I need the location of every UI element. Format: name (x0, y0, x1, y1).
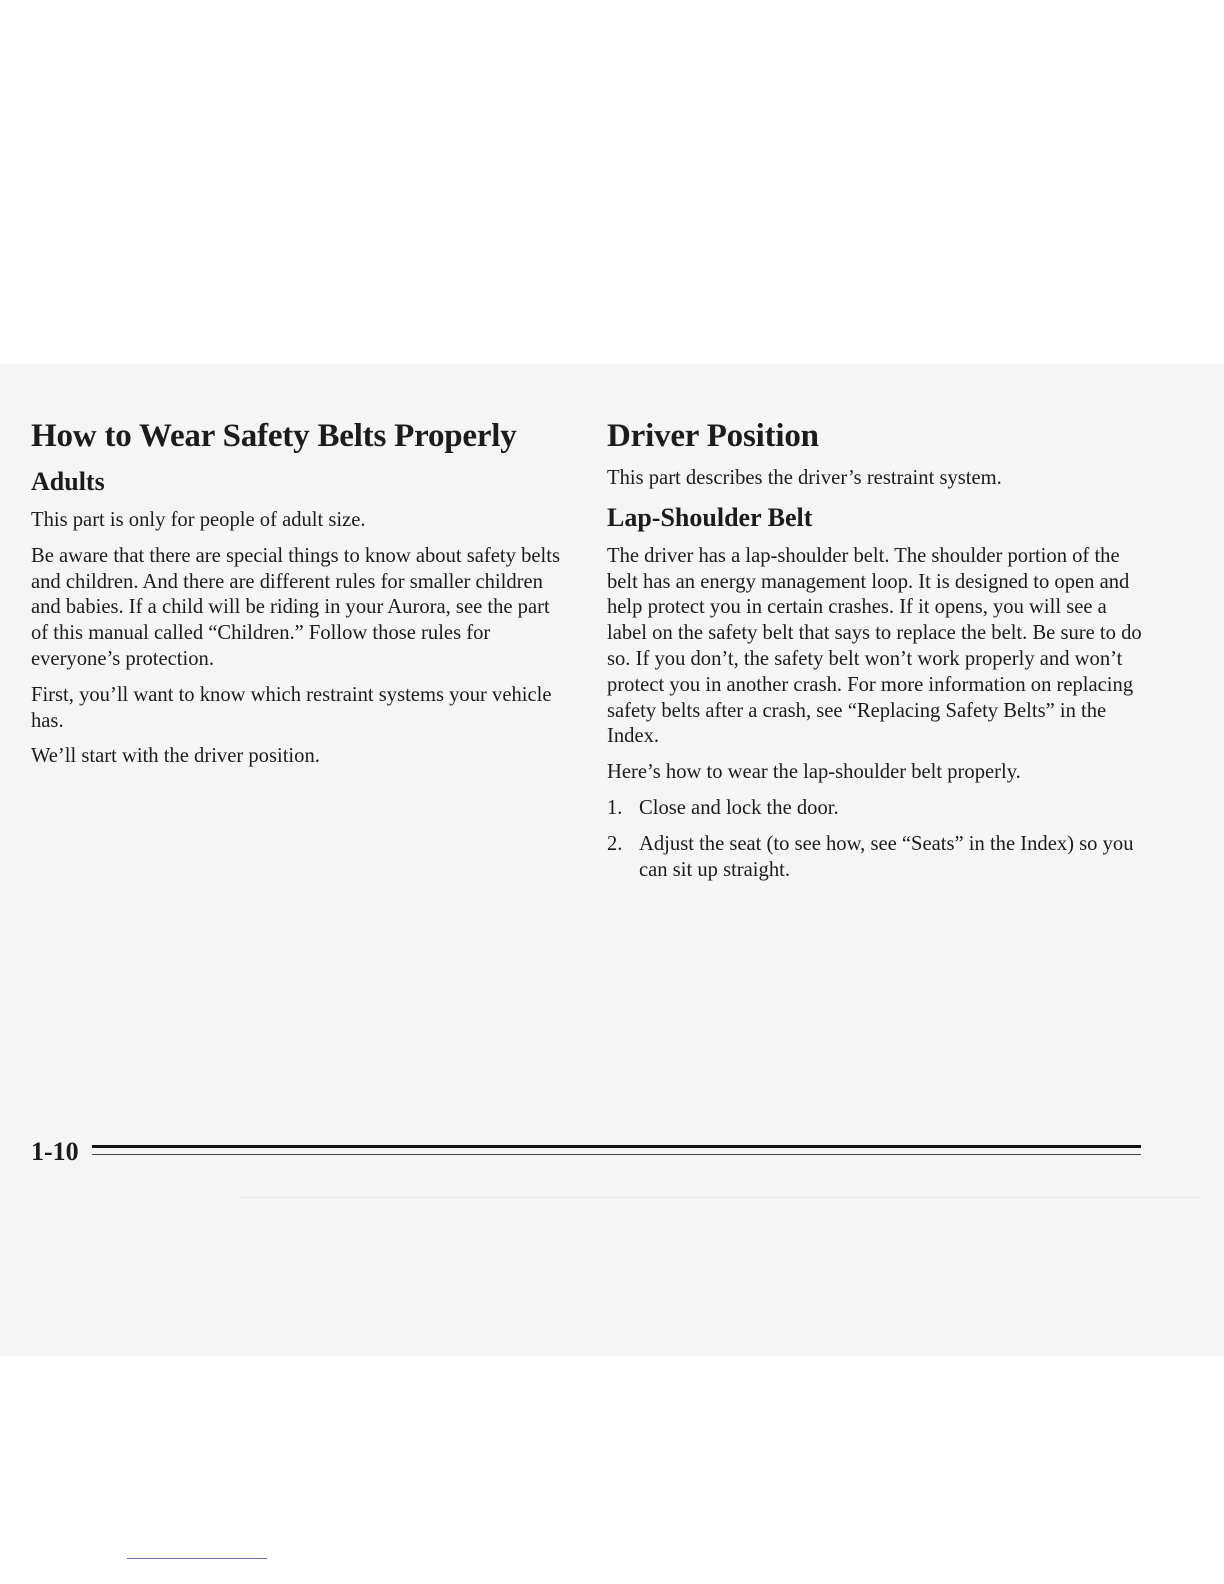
list-item (607, 796, 1147, 822)
paragraph: This part is only for people of adult size. (31, 509, 366, 531)
step-number: 2. (607, 832, 623, 855)
paragraph: Here’s how to wear the lap-shoulder belt properly. (607, 761, 1021, 784)
step-text: Adjust the seat (to see how, see “Seats” in the Index) so you can sit up straight. (639, 832, 1134, 881)
intro-paragraph: This part describes the driver’s restraint system. (607, 467, 1002, 489)
list-item (607, 832, 1147, 884)
bottom-link-underline[interactable] (127, 1558, 267, 1559)
step-text: Close and lock the door. (639, 796, 839, 819)
scan-line (240, 1197, 1200, 1198)
paragraph: First, you’ll want to know which restraint systems your vehicle has. (31, 683, 552, 732)
footer-rule-thin (92, 1154, 1141, 1155)
left-column (31, 416, 561, 780)
paragraph: Be aware that there are special things to know about safety belts and children. And there are different rules for smaller children and babies. If a child will be riding in your Aurora, see the part of this manual called “Children.” Follow those rules for everyone’s protection. (31, 544, 560, 670)
right-column (607, 416, 1147, 893)
section-title: How to Wear Safety Belts Properly (31, 418, 517, 454)
steps-list (607, 796, 1147, 883)
subsection-title-lap-shoulder-belt: Lap-Shoulder Belt (607, 502, 813, 532)
step-number: 1. (607, 796, 623, 819)
footer-rule-thick (92, 1145, 1141, 1148)
subsection-title-adults: Adults (31, 467, 105, 496)
page-number: 1-10 (31, 1137, 79, 1166)
page-footer (31, 1134, 1141, 1174)
paragraph: We’ll start with the driver position. (31, 745, 320, 768)
section-title-driver-position: Driver Position (607, 418, 819, 454)
paragraph: The driver has a lap-shoulder belt. The shoulder portion of the belt has an energy management loop. It is designed to open and help protect you in certain crashes. If it opens, you will see a label on the safety belt that says to replace the belt. Be sure to do so. If you don’t, the safety belt won’t work properly and won’t protect you in another crash. For more information on replacing safety belts after a crash, see “Replacing Safety Belts” in the Index. (607, 544, 1142, 748)
